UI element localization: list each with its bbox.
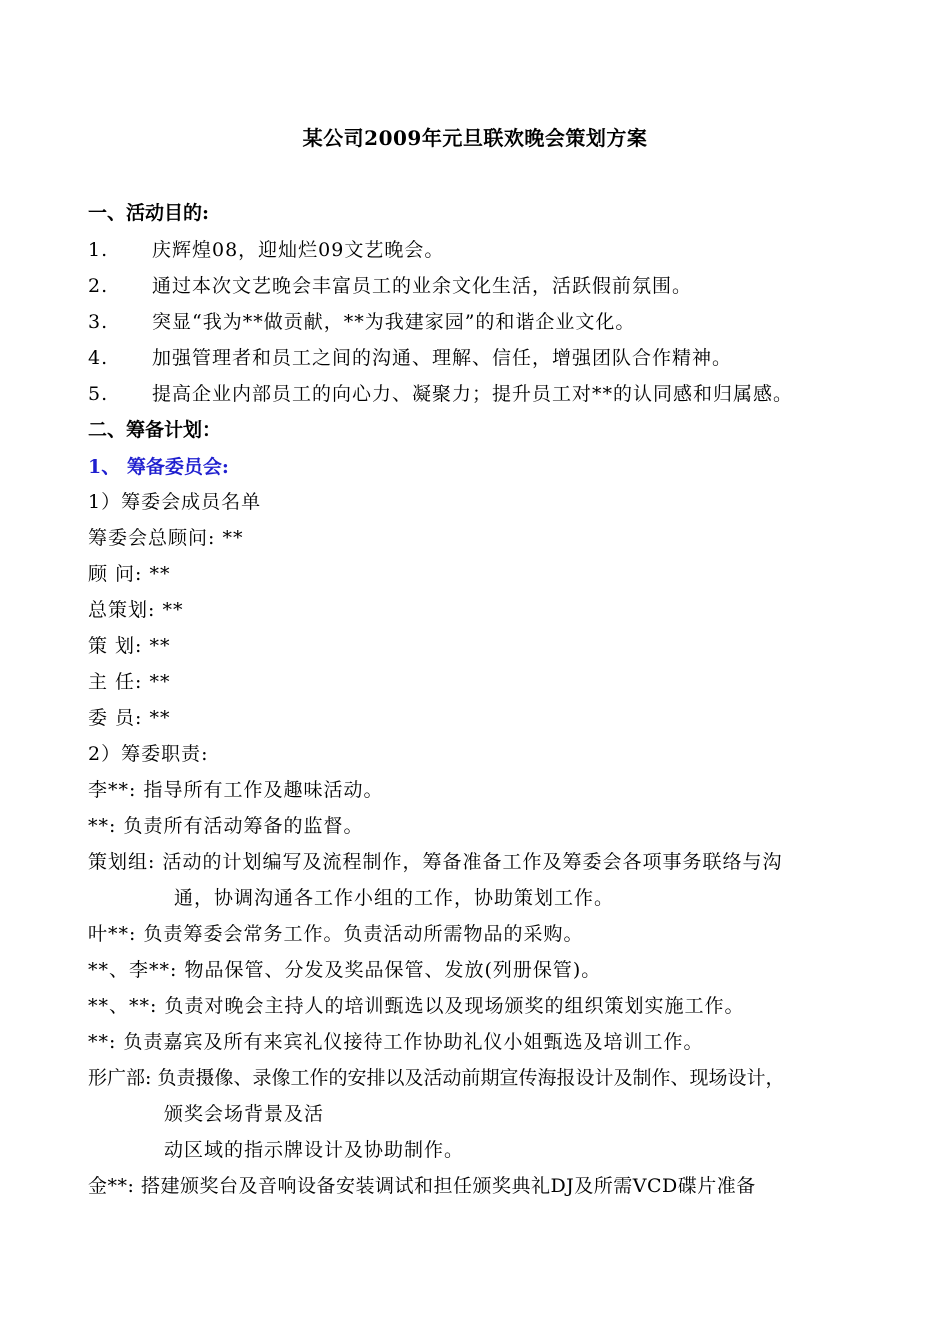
purpose-item [88, 343, 732, 370]
item-number: 1. [88, 239, 109, 261]
duty-line: **、**: 负责对晚会主持人的培训甄选以及现场颁奖的组织策划实施工作。 [88, 995, 745, 1017]
duty-line: 策划组: 活动的计划编写及流程制作，筹备准备工作及筹委会各项事务联络与沟 [88, 851, 783, 873]
duty-line: **: 负责嘉宾及所有来宾礼仪接待工作协助礼仪小姐甄选及培训工作。 [88, 1031, 704, 1053]
duty-line: **、李**: 物品保管、分发及奖品保管、发放(列册保管)。 [88, 959, 602, 981]
duties-title: 2）筹委职责: [88, 743, 209, 765]
item-number: 2. [88, 275, 109, 297]
duty-line: 形广部: 负责摄像、录像工作的安排以及活动前期宣传海报设计及制作、现场设计， [88, 1067, 785, 1089]
document-title: 某公司2009年元旦联欢晚会策划方案 [302, 126, 648, 150]
member-line: 策 划: ** [88, 635, 171, 657]
purpose-item [88, 271, 692, 298]
member-line: 总策划: ** [88, 599, 184, 621]
item-text: 庆辉煌08，迎灿烂09文艺晚会。 [152, 239, 445, 261]
item-text: 突显“我为**做贡献，**为我建家园”的和谐企业文化。 [152, 311, 636, 333]
duty-line-continuation: 动区域的指示牌设计及协助制作。 [164, 1139, 465, 1161]
section-heading-purpose: 一、活动目的: [88, 202, 210, 224]
member-line: 委 员: ** [88, 707, 171, 729]
subsection-heading-committee: 1、 筹备委员会: [88, 456, 229, 478]
item-text: 加强管理者和员工之间的沟通、理解、信任，增强团队合作精神。 [152, 347, 733, 369]
item-text: 提高企业内部员工的向心力、凝聚力；提升员工对**的认同感和归属感。 [152, 383, 794, 405]
purpose-item [88, 235, 444, 262]
section-heading-plan: 二、筹备计划： [88, 419, 222, 441]
duty-line-continuation: 通，协调沟通各工作小组的工作，协助策划工作。 [174, 887, 615, 909]
member-line: 主 任: ** [88, 671, 171, 693]
purpose-item [88, 379, 793, 406]
item-number: 4. [88, 347, 109, 369]
duty-line-continuation: 颁奖会场背景及活 [164, 1103, 325, 1125]
duty-line: 李**: 指导所有工作及趣味活动。 [88, 779, 384, 801]
member-line: 顾 问: ** [88, 563, 171, 585]
duty-line: 金**: 搭建颁奖台及音响设备安装调试和担任颁奖典礼DJ及所需VCD碟片准备 [88, 1175, 756, 1197]
item-number: 3. [88, 311, 109, 333]
item-text: 通过本次文艺晚会丰富员工的业余文化生活，活跃假前氛围。 [152, 275, 693, 297]
duty-line: **: 负责所有活动筹备的监督。 [88, 815, 364, 837]
member-list-title: 1）筹委会成员名单 [88, 491, 262, 513]
purpose-item [88, 307, 635, 334]
member-line: 筹委会总顾问: ** [88, 527, 244, 549]
duty-line: 叶**: 负责筹委会常务工作。负责活动所需物品的采购。 [88, 923, 584, 945]
item-number: 5. [88, 383, 109, 405]
